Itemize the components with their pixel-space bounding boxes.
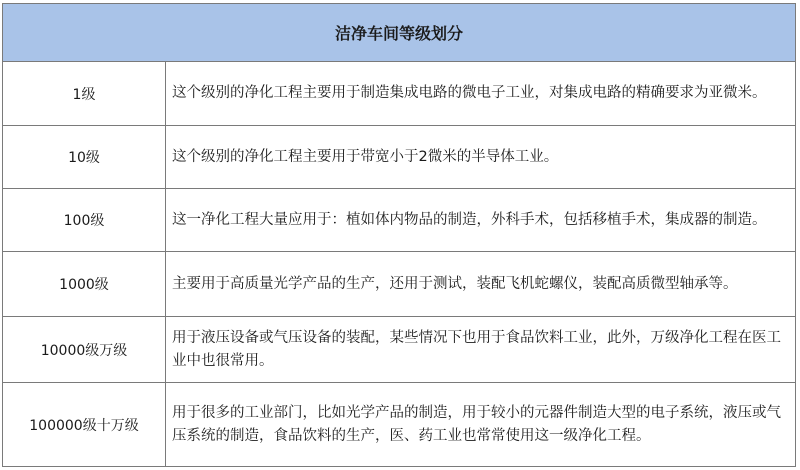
clean-room-grade-table (2, 3, 796, 467)
grade-cell: 10000级万级 (3, 317, 166, 382)
description-cell: 这个级别的净化工程主要用于带宽小于2微米的半导体工业。 (172, 148, 559, 165)
grade-cell: 1级 (3, 62, 166, 125)
table-row (3, 383, 795, 466)
grade-cell: 100级 (3, 189, 166, 251)
table-row (3, 317, 795, 383)
description-cell: 主要用于高质量光学产品的生产，还用于测试，装配飞机蛇螺仪，装配高质微型轴承等。 (172, 275, 738, 292)
grade-cell: 10级 (3, 126, 166, 188)
table-title: 洁净车间等级划分 (3, 4, 795, 62)
description-cell: 这个级别的净化工程主要用于制造集成电路的微电子工业，对集成电路的精确要求为亚微米。 (172, 85, 767, 101)
description-cell: 用于液压设备或气压设备的装配，某些情况下也用于食品饮料工业，此外，万级净化工程在医工业中也很常用。 (172, 329, 781, 369)
table-row (3, 126, 795, 189)
description-cell: 这一净化工程大量应用于：植如体内物品的制造，外科手术，包括移植手术，集成器的制造。 (172, 211, 767, 228)
grade-cell: 1000级 (3, 252, 166, 316)
table-row (3, 62, 795, 126)
table-row (3, 189, 795, 252)
table-row (3, 252, 795, 317)
grade-cell: 100000级十万级 (3, 383, 166, 466)
description-cell: 用于很多的工业部门，比如光学产品的制造，用于较小的元器件制造大型的电子系统，液压或气压系统的制造，食品饮料的生产，医、药工业也常常使用这一级净化工程。 (172, 404, 781, 444)
